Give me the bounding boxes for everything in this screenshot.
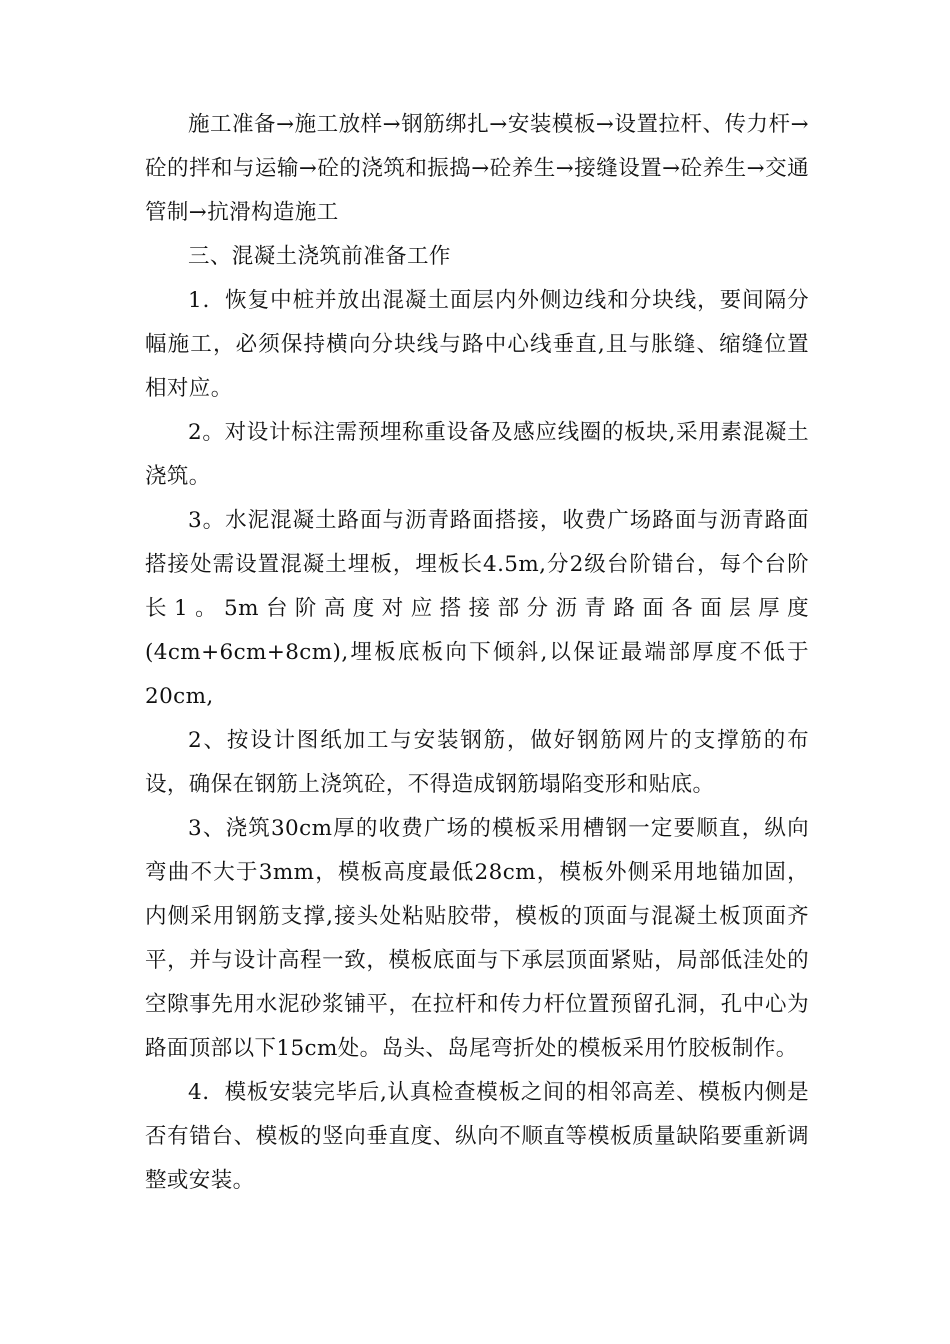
process-flow-paragraph: 施工准备→施工放样→钢筋绑扎→安装模板→设置拉杆、传力杆→砼的拌和与运输→砼的浇筑和振捣→砼养生→接缝设置→砼养生→交通管制→抗滑构造施工 [145, 112, 809, 225]
paragraph-item-4: 4．模板安装完毕后,认真检查模板之间的相邻高差、模板内侧是否有错台、模板的竖向垂直度、纵向不顺直等模板质量缺陷要重新调整或安装。 [145, 1080, 809, 1193]
paragraph-item-3b: 3、浇筑30cm厚的收费广场的模板采用槽钢一定要顺直，纵向弯曲不大于3mm，模板高度最低28cm，模板外侧采用地锚加固，内侧采用钢筋支撑,接头处粘贴胶带，模板的顶面与混凝土板顶面齐平，并与设计高程一致，模板底面与下承层顶面紧贴，局部低洼处的空隙事先用水泥砂浆铺平，在拉杆和传力杆位置预留孔洞，孔中心为路面顶部以下15cm处。岛头、岛尾弯折处的模板采用竹胶板制作。 [145, 816, 809, 1061]
paragraph-item-3: 3。水泥混凝土路面与沥青路面搭接，收费广场路面与沥青路面搭接处需设置混凝土埋板，埋板长4.5m,分2级台阶错台，每个台阶长1。5m台阶高度对应搭接部分沥青路面各面层厚度(4cm+6cm+8cm),埋板底板向下倾斜,以保证最端部厚度不低于20cm, [145, 508, 809, 709]
section-heading: 三、混凝土浇筑前准备工作 [188, 244, 451, 269]
paragraph-item-1: 1．恢复中桩并放出混凝土面层内外侧边线和分块线，要间隔分幅施工，必须保持横向分块线与路中心线垂直,且与胀缝、缩缝位置相对应。 [145, 288, 809, 401]
document-body [145, 103, 809, 1203]
paragraph-item-2b: 2、按设计图纸加工与安装钢筋，做好钢筋网片的支撑筋的布设，确保在钢筋上浇筑砼，不得造成钢筋塌陷变形和贴底。 [145, 728, 809, 797]
paragraph-item-2: 2。对设计标注需预埋称重设备及感应线圈的板块,采用素混凝土浇筑。 [145, 420, 809, 489]
